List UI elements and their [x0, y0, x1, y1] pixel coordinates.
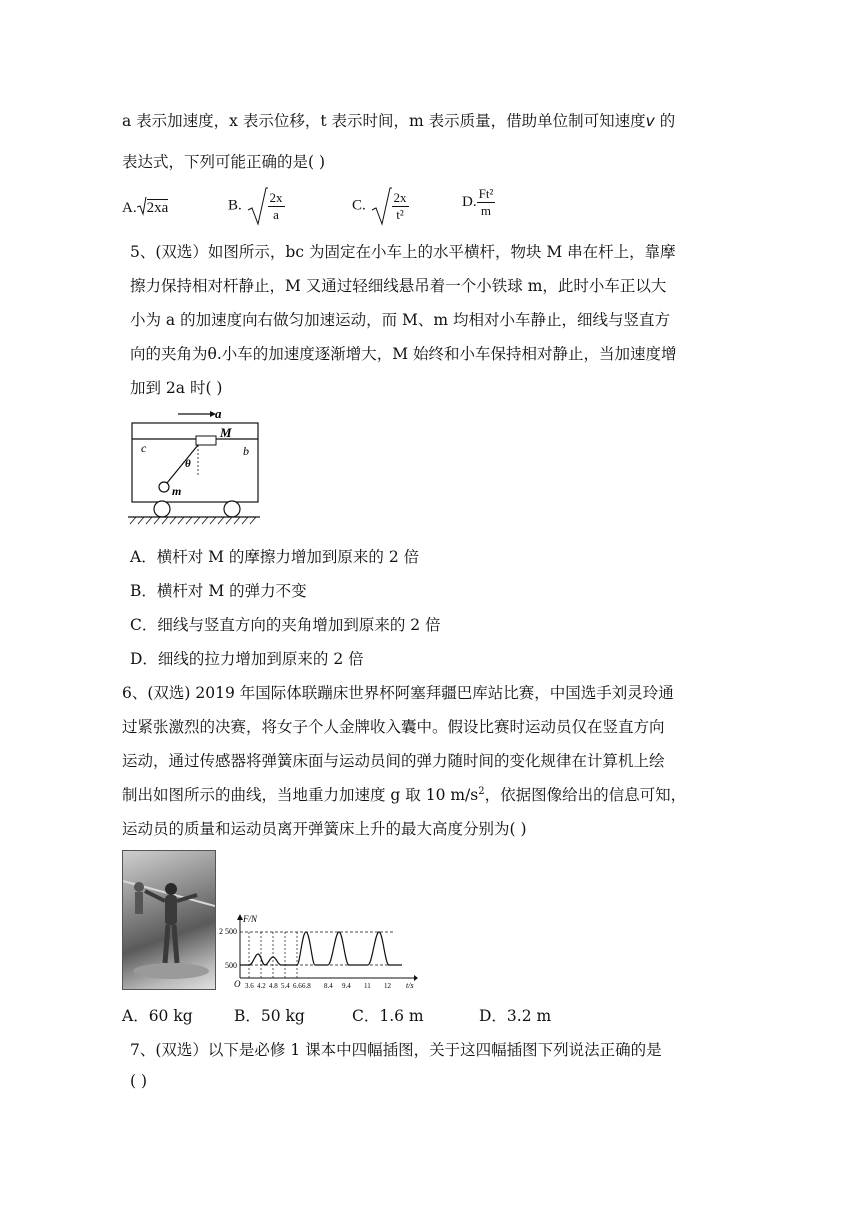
label-M: M [220, 425, 232, 440]
q4-option-d [462, 186, 495, 219]
q4-option-b [228, 186, 285, 226]
q6-line-3: 运动，通过传感器将弹簧床面与运动员间的弹力随时间的变化规律在计算机上绘 [122, 752, 665, 770]
q5-choice-c: C．细线与竖直方向的夹角增加到原来的 2 倍 [130, 616, 441, 634]
q5-line-3: 小为 a 的加速度向右做匀加速运动，而 M、m 均相对小车静止，细线与竖直方 [130, 311, 671, 329]
label-m: m [172, 484, 182, 498]
q6-choice-b: B．50 kg [234, 1007, 305, 1025]
cart-body [132, 423, 258, 502]
label-theta: θ [185, 458, 191, 470]
x-tick-label: 12 [384, 982, 391, 990]
q5-choice-b: B．横杆对 M 的弹力不变 [130, 582, 307, 600]
q6-line-1: 6、(双选) 2019 年国际体联蹦床世界杯阿塞拜疆巴库站比赛，中国选手刘灵玲通 [122, 684, 674, 702]
option-d-den: m [480, 203, 492, 218]
option-d-num: Ft² [478, 186, 494, 201]
x-tick-label: 9.4 [342, 982, 351, 990]
ball-m [159, 482, 169, 492]
velocity-symbol: v [645, 112, 655, 130]
q6-line-2: 过紧张激烈的决赛，将女子个人金牌收入囊中。假设比赛时运动员仅在竖直方向 [122, 718, 665, 736]
label-a: a [215, 406, 222, 421]
q7-line-2: ( ) [130, 1072, 148, 1090]
athlete-silhouette-icon [123, 851, 215, 989]
x-axis-label: t/s [406, 981, 414, 990]
force-curve [240, 932, 402, 965]
x-tick-label: 5.4 [281, 982, 290, 990]
q4-text-1b: 的 [654, 112, 676, 130]
label-b: b [243, 444, 249, 458]
trampoline-photo [122, 850, 216, 990]
option-a-expr: 2xa [146, 199, 169, 216]
option-c-num: 2x [393, 189, 407, 205]
y-axis-label: F/N [243, 914, 258, 924]
sqrt-sign-icon [370, 186, 392, 226]
x-axis-arrow-icon [414, 975, 418, 981]
option-d-frac [477, 186, 496, 219]
x-tick-labels [245, 982, 392, 990]
x-tick-label: 8.4 [324, 982, 333, 990]
option-a-label: A. [122, 199, 137, 216]
x-tick-label: 6.8 [302, 982, 311, 990]
x-tick-label: 4.8 [269, 982, 278, 990]
q6-choice-c: C．1.6 m [352, 1007, 424, 1025]
origin-label: O [234, 979, 241, 989]
option-c-den: t² [396, 206, 404, 222]
x-tick-label: 11 [364, 982, 371, 990]
x-tick-label: 6.6 [293, 982, 302, 990]
option-b-frac [268, 190, 285, 223]
label-c: c [141, 441, 147, 455]
wheel-right [224, 501, 240, 517]
y-tick-500: 500 [225, 961, 237, 970]
sqrt-sign-icon [246, 186, 268, 226]
q4-option-a [122, 196, 168, 221]
force-time-graph [218, 912, 418, 992]
q7-line-1: 7、(双选）以下是必修 1 课本中四幅插图，关于这四幅插图下列说法正确的是 [130, 1041, 662, 1059]
block-M [196, 436, 216, 445]
q5-line-5: 加到 2a 时( ) [130, 379, 223, 397]
q5-line-1: 5、(双选）如图所示，bc 为固定在小车上的水平横杆，物块 M 串在杆上，靠摩 [130, 243, 676, 261]
q6-line-4-post: ，依据图像给出的信息可知， [484, 786, 687, 804]
q4-line-1 [122, 109, 675, 131]
x-tick-label: 3.6 [245, 982, 254, 990]
q5-line-2: 擦力保持相对杆静止，M 又通过轻细线悬吊着一个小铁球 m，此时小车正以大 [130, 277, 667, 295]
option-b-num: 2x [269, 189, 283, 205]
option-b-den: a [273, 206, 279, 222]
q6-choice-d: D．3.2 m [479, 1007, 552, 1025]
q6-line-4-sup: 2 [478, 785, 485, 797]
q6-choice-a: A．60 kg [122, 1007, 193, 1025]
option-d-label: D. [462, 194, 477, 210]
ground-hatch [130, 517, 256, 524]
wheel-left [154, 501, 170, 517]
option-c-label: C. [352, 197, 366, 214]
y-tick-2500: 2 500 [219, 927, 237, 936]
option-c-frac [392, 190, 409, 223]
x-tick-label: 4.2 [257, 982, 266, 990]
q6-line-5: 运动员的质量和运动员离开弹簧床上升的最大高度分别为( ) [122, 820, 527, 838]
string-line [167, 445, 198, 483]
option-b-label: B. [228, 197, 242, 214]
q4-text-1: a 表示加速度，x 表示位移，t 表示时间，m 表示质量，借助单位制可知速度 [122, 112, 646, 130]
cart-figure [126, 404, 266, 526]
q5-choice-d: D．细线的拉力增加到原来的 2 倍 [130, 650, 364, 668]
sqrt-sign-icon [137, 196, 147, 221]
q6-line-4-pre: 制出如图所示的曲线，当地重力加速度 g 取 10 m/s [122, 786, 479, 804]
q5-line-4: 向的夹角为θ.小车的加速度逐渐增大，M 始终和小车保持相对静止，当加速度增 [130, 345, 677, 363]
q6-line-4 [122, 783, 686, 805]
q5-choice-a: A．横杆对 M 的摩擦力增加到原来的 2 倍 [130, 548, 420, 566]
q4-option-c [352, 186, 409, 226]
q4-line-2: 表达式，下列可能正确的是( ) [122, 153, 326, 171]
